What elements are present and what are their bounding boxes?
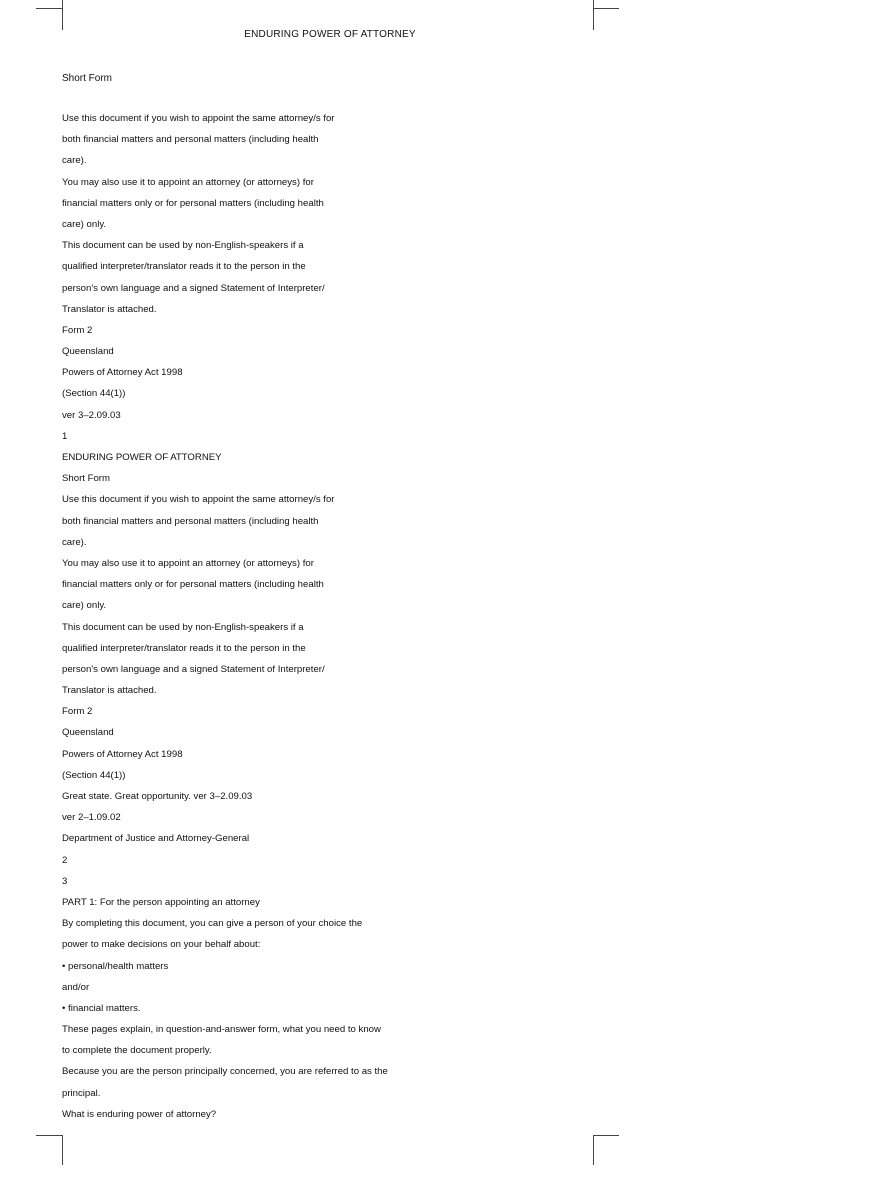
document-line: to complete the document properly. — [62, 1045, 212, 1057]
document-line: Form 2 — [62, 324, 93, 336]
document-line: Powers of Attorney Act 1998 — [62, 748, 183, 760]
crop-mark-top-right-horizontal — [593, 8, 619, 9]
document-body — [62, 112, 542, 1129]
crop-mark-bottom-left-horizontal — [36, 1135, 62, 1136]
document-line: Use this document if you wish to appoint the same attorney/s for — [62, 494, 335, 506]
document-line: This document can be used by non-English-speakers if a — [62, 240, 304, 252]
document-line: qualified interpreter/translator reads it to the person in the — [62, 642, 306, 654]
document-line: principal. — [62, 1087, 101, 1099]
document-line: Queensland — [62, 346, 114, 358]
document-line: qualified interpreter/translator reads it to the person in the — [62, 261, 306, 273]
document-line: (Section 44(1)) — [62, 769, 126, 781]
document-line: Because you are the person principally concerned, you are referred to as the — [62, 1066, 388, 1078]
document-line: Department of Justice and Attorney-General — [62, 833, 250, 845]
crop-mark-top-left-horizontal — [36, 8, 62, 9]
document-line: Use this document if you wish to appoint the same attorney/s for — [62, 113, 335, 124]
crop-mark-bottom-left — [62, 1135, 63, 1165]
document-line: These pages explain, in question-and-answer form, what you need to know — [62, 1024, 381, 1036]
document-line: ver 3–2.09.03 — [62, 409, 121, 421]
document-line: 3 — [62, 875, 68, 887]
document-line: 1 — [62, 430, 68, 442]
document-title: ENDURING POWER OF ATTORNEY — [244, 29, 416, 40]
document-line: financial matters only or for personal matters (including health — [62, 197, 324, 209]
document-line: Translator is attached. — [62, 303, 157, 315]
crop-mark-top-right — [593, 0, 594, 30]
document-line: care). — [62, 536, 87, 548]
document-line: person's own language and a signed Statement of Interpreter/ — [62, 663, 325, 675]
document-line: and/or — [62, 981, 90, 993]
document-line: financial matters only or for personal matters (including health — [62, 579, 324, 591]
document-line: both financial matters and personal matters (including health — [62, 134, 319, 146]
document-line: Queensland — [62, 727, 114, 739]
document-line: care) only. — [62, 600, 107, 612]
crop-mark-bottom-right — [593, 1135, 594, 1165]
crop-mark-top-left — [62, 0, 63, 30]
document-line: ENDURING POWER OF ATTORNEY — [62, 452, 222, 463]
document-line: Short Form — [62, 473, 110, 485]
document-line: • personal/health matters — [62, 960, 169, 972]
document-line: Translator is attached. — [62, 685, 157, 697]
document-line: care). — [62, 155, 87, 167]
document-line: Form 2 — [62, 706, 93, 718]
document-line: • financial matters. — [62, 1002, 141, 1014]
document-line: Great state. Great opportunity. ver 3–2.09.03 — [62, 791, 253, 802]
document-line: power to make decisions on your behalf about: — [62, 939, 261, 951]
crop-mark-bottom-right-horizontal — [593, 1135, 619, 1136]
document-line: You may also use it to appoint an attorney (or attorneys) for — [62, 176, 314, 188]
document-line: PART 1: For the person appointing an attorney — [62, 896, 260, 908]
document-line: (Section 44(1)) — [62, 388, 126, 400]
document-line: Powers of Attorney Act 1998 — [62, 367, 183, 379]
document-line: What is enduring power of attorney? — [62, 1108, 217, 1120]
document-line: You may also use it to appoint an attorney (or attorneys) for — [62, 557, 314, 569]
document-line: person's own language and a signed Statement of Interpreter/ — [62, 282, 325, 294]
document-line: By completing this document, you can give a person of your choice the — [62, 918, 363, 930]
document-line: This document can be used by non-English-speakers if a — [62, 621, 304, 633]
document-line: care) only. — [62, 218, 107, 230]
document-subtitle: Short Form — [62, 73, 113, 84]
document-line: 2 — [62, 854, 68, 866]
document-line: ver 2–1.09.02 — [62, 812, 121, 824]
document-line: both financial matters and personal matters (including health — [62, 515, 319, 527]
